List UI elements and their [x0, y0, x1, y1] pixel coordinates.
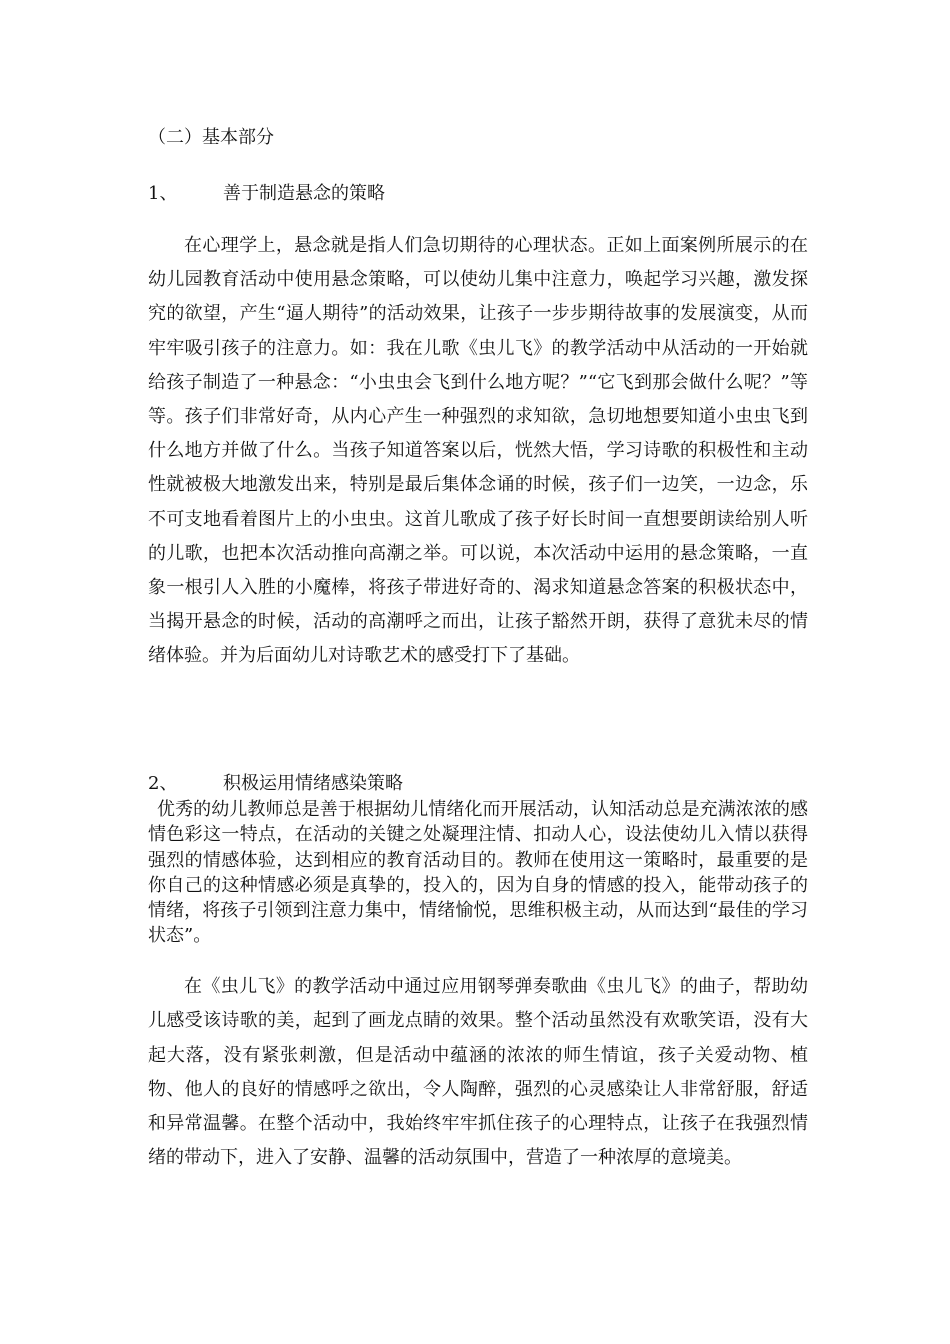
- heading-2-number: 2、: [148, 773, 178, 794]
- section-title: （二）基本部分: [148, 127, 274, 148]
- heading-1-number: 1、: [148, 183, 178, 204]
- heading-1-text: 善于制造悬念的策略: [223, 183, 385, 204]
- heading-2-text: 积极运用情绪感染策略: [223, 773, 403, 794]
- paragraph-suspense-strategy: 在心理学上，悬念就是指人们急切期待的心理状态。正如上面案例所展示的在幼儿园教育活动中使用悬念策略，可以使幼儿集中注意力，唤起学习兴趣，激发探究的欲望，产生“逼人期待”的活动效果，让孩子一步步期待故事的发展演变，从而牢牢吸引孩子的注意力。如：我在儿歌《虫儿飞》的教学活动中从活动的一开始就给孩子制造了一种悬念：“小虫虫会飞到什么地方呢？”“它飞到那会做什么呢？”等等。孩子们非常好奇，从内心产生一种强烈的求知欲，急切地想要知道小虫虫飞到什么地方并做了什么。当孩子知道答案以后，恍然大悟，学习诗歌的积极性和主动性就被极大地激发出来，特别是最后集体念诵的时候，孩子们一边笑，一边念，乐不可支地看着图片上的小虫虫。这首儿歌成了孩子好长时间一直想要朗读给别人听的儿歌，也把本次活动推向高潮之举。可以说，本次活动中运用的悬念策略，一直象一根引人入胜的小魔棒，将孩子带进好奇的、渴求知道悬念答案的积极状态中，当揭开悬念的时候，活动的高潮呼之而出，让孩子豁然开朗，获得了意犹未尽的情绪体验。并为后面幼儿对诗歌艺术的感受打下了基础。: [148, 235, 808, 667]
- paragraph-piano-example: 在《虫儿飞》的教学活动中通过应用钢琴弹奏歌曲《虫儿飞》的曲子，帮助幼儿感受该诗歌的美，起到了画龙点睛的效果。整个活动虽然没有欢歌笑语，没有大起大落，没有紧张刺激，但是活动中蕴涵的浓浓的师生情谊，孩子关爱动物、植物、他人的良好的情感呼之欲出，令人陶醉，强烈的心灵感染让人非常舒服，舒适和异常温馨。在整个活动中，我始终牢牢抓住孩子的心理特点，让孩子在我强烈情绪的带动下，进入了安静、温馨的活动氛围中，营造了一种浓厚的意境美。: [148, 976, 808, 1169]
- paragraph-emotion-strategy: 优秀的幼儿教师总是善于根据幼儿情绪化而开展活动，认知活动总是充满浓浓的感情色彩这一特点，在活动的关键之处凝理注情、扣动人心，设法使幼儿入情以获得强烈的情感体验，达到相应的教育活动目的。教师在使用这一策略时，最重要的是你自己的这种情感必须是真挚的，投入的，因为自身的情感的投入，能带动孩子的情绪，将孩子引领到注意力集中，情绪愉悦，思维积极主动，从而达到“最佳的学习状态”。: [148, 799, 808, 947]
